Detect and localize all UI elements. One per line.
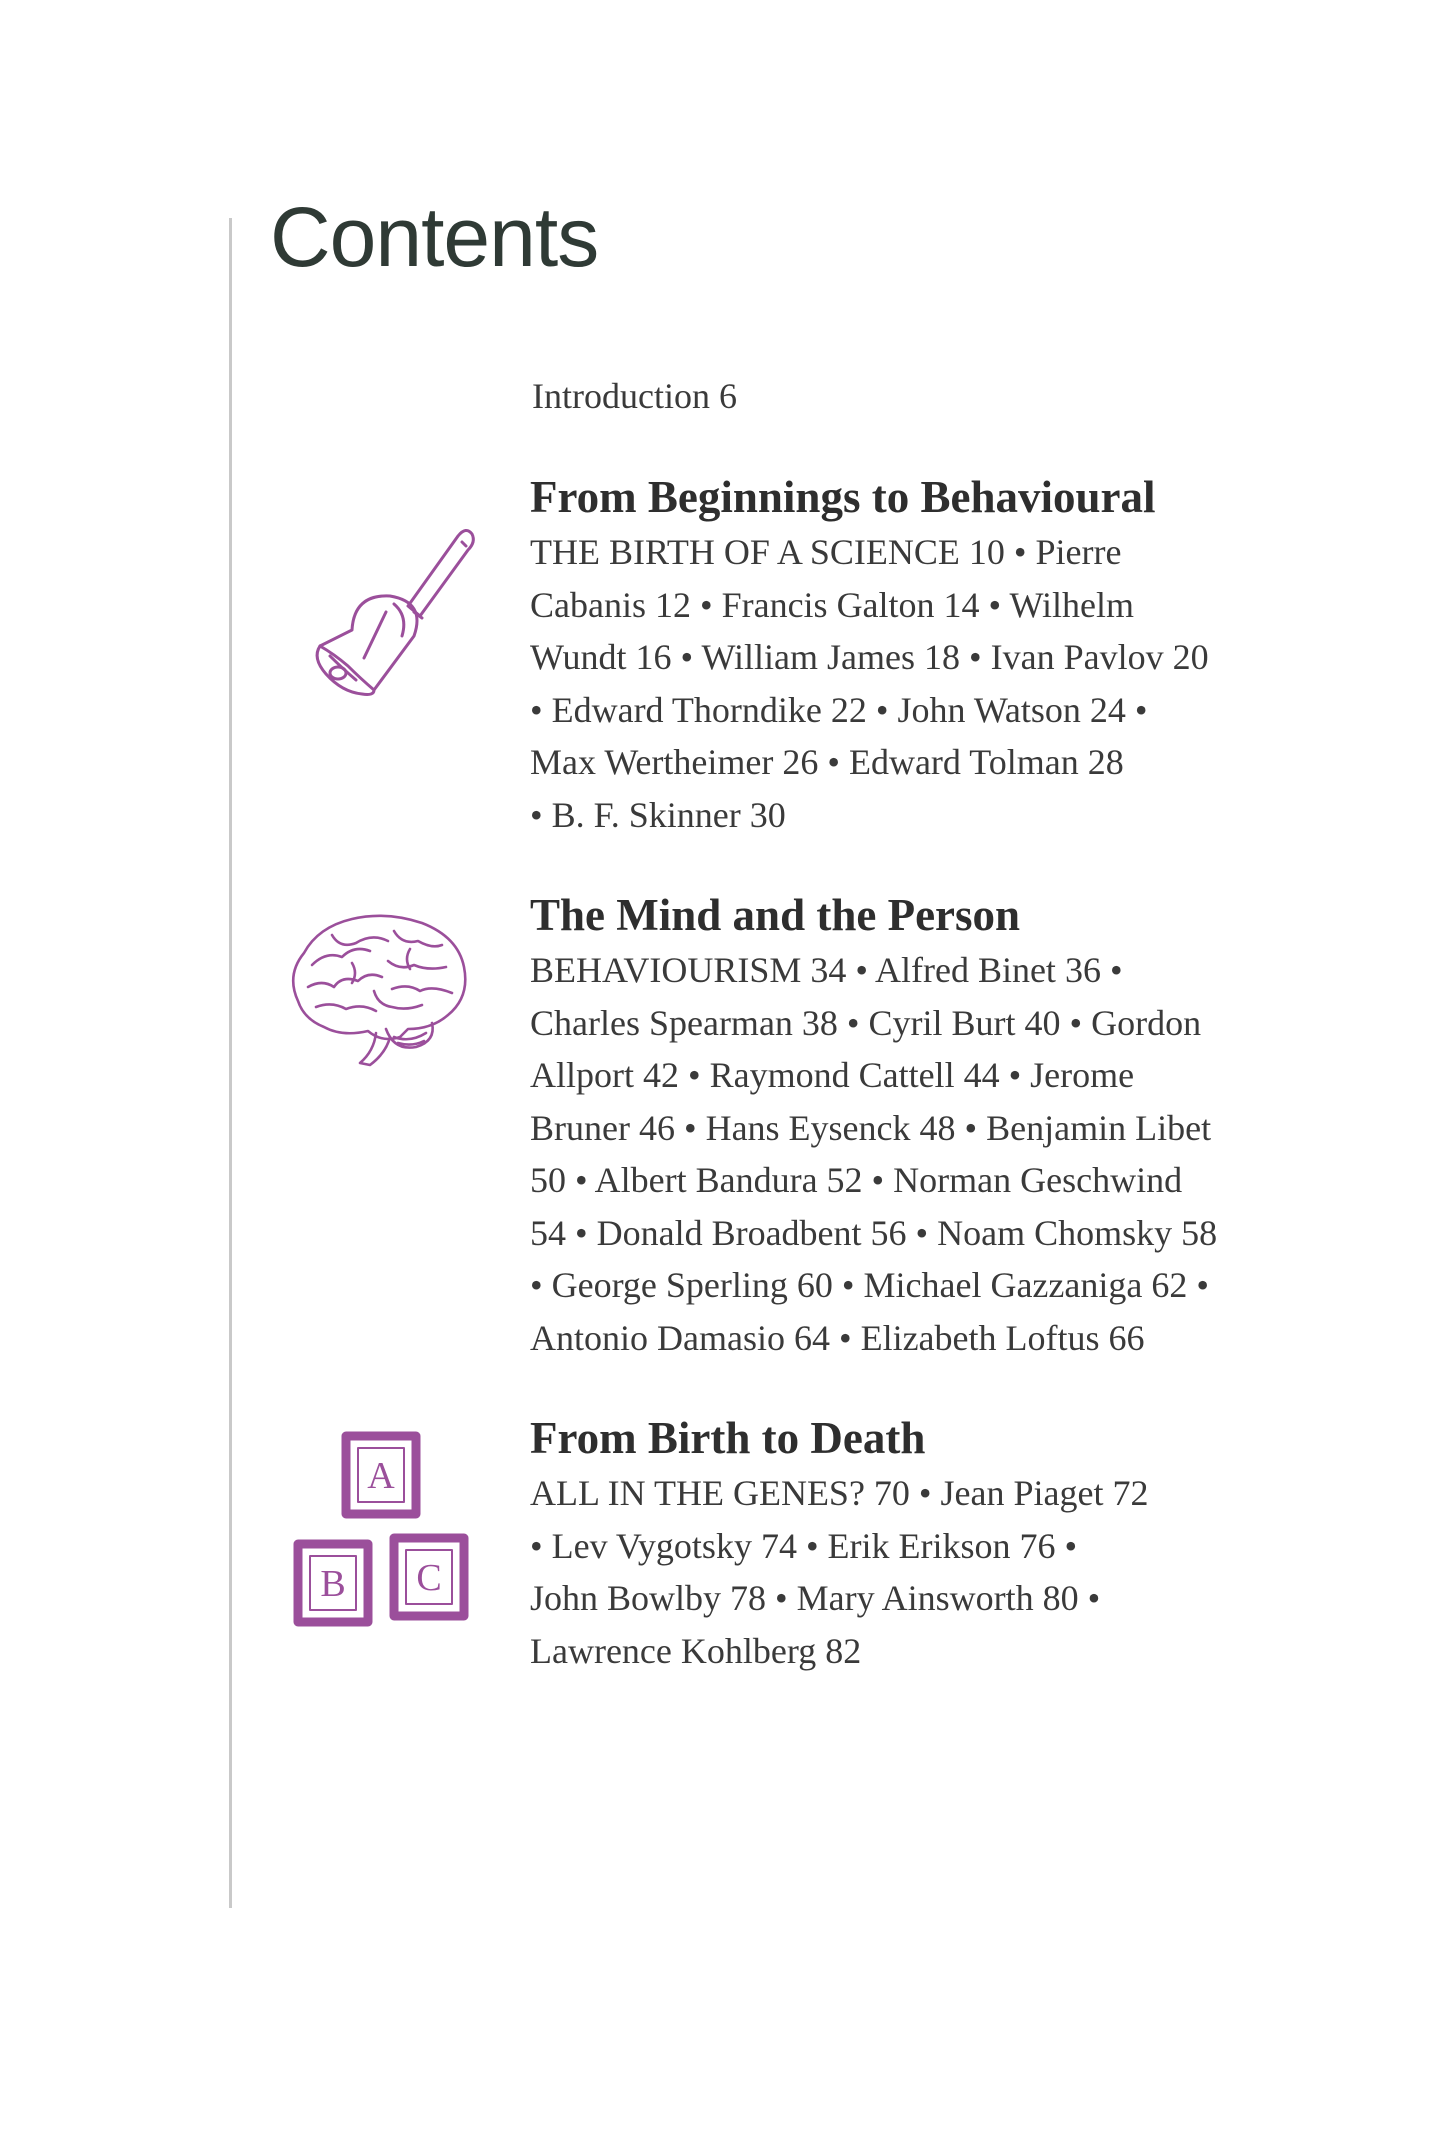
entry-line: 54 • Donald Broadbent 56 • Noam Chomsky 58 bbox=[530, 1212, 1218, 1253]
toc-section-mind bbox=[530, 886, 1290, 1364]
margin-rule bbox=[229, 218, 232, 1908]
bell-icon bbox=[290, 508, 480, 703]
abc-blocks-icon bbox=[292, 1430, 472, 1628]
entry-line: Bruner 46 • Hans Eysenck 48 • Benjamin Libet bbox=[530, 1107, 1212, 1148]
entry-line: Lawrence Kohlberg 82 bbox=[530, 1630, 862, 1671]
section-entries bbox=[530, 1467, 1290, 1677]
brain-icon bbox=[282, 905, 472, 1067]
entry-line: • George Sperling 60 • Michael Gazzaniga 62 • bbox=[530, 1265, 1209, 1305]
entry-line: John Bowlby 78 • Mary Ainsworth 80 • bbox=[530, 1578, 1101, 1618]
block-letter-a: A bbox=[367, 1455, 395, 1497]
section-title: The Mind and the Person bbox=[530, 890, 1021, 940]
entry-line: Wundt 16 • William James 18 • Ivan Pavlov 20 bbox=[530, 637, 1209, 677]
toc-section-beginnings bbox=[530, 468, 1290, 841]
section-entries bbox=[530, 944, 1290, 1364]
block-letter-b: B bbox=[320, 1563, 346, 1605]
entry-line: • B. F. Skinner 30 bbox=[530, 794, 786, 835]
section-entries bbox=[530, 526, 1290, 841]
toc-introduction: Introduction 6 bbox=[532, 376, 737, 416]
entry-line: Cabanis 12 • Francis Galton 14 • Wilhelm bbox=[530, 584, 1135, 625]
toc-section-birth-death bbox=[530, 1409, 1290, 1677]
entry-line: Allport 42 • Raymond Cattell 44 • Jerome bbox=[530, 1055, 1135, 1095]
page-title: Contents bbox=[270, 190, 599, 284]
entry-line: • Lev Vygotsky 74 • Erik Erikson 76 • bbox=[530, 1525, 1078, 1566]
entry-line: 50 • Albert Bandura 52 • Norman Geschwind bbox=[530, 1160, 1183, 1200]
entry-line: Max Wertheimer 26 • Edward Tolman 28 bbox=[530, 742, 1124, 782]
section-title: From Beginnings to Behavioural bbox=[530, 472, 1156, 522]
entry-line: Antonio Damasio 64 • Elizabeth Loftus 66 bbox=[530, 1317, 1145, 1358]
entry-line: THE BIRTH OF A SCIENCE 10 • Pierre bbox=[530, 532, 1122, 572]
block-letter-c: C bbox=[416, 1557, 442, 1599]
entry-line: Charles Spearman 38 • Cyril Burt 40 • Gordon bbox=[530, 1002, 1202, 1043]
entry-line: • Edward Thorndike 22 • John Watson 24 • bbox=[530, 689, 1148, 730]
entry-line: BEHAVIOURISM 34 • Alfred Binet 36 • bbox=[530, 950, 1123, 990]
entry-line: ALL IN THE GENES? 70 • Jean Piaget 72 bbox=[530, 1473, 1149, 1513]
section-title: From Birth to Death bbox=[530, 1413, 926, 1463]
